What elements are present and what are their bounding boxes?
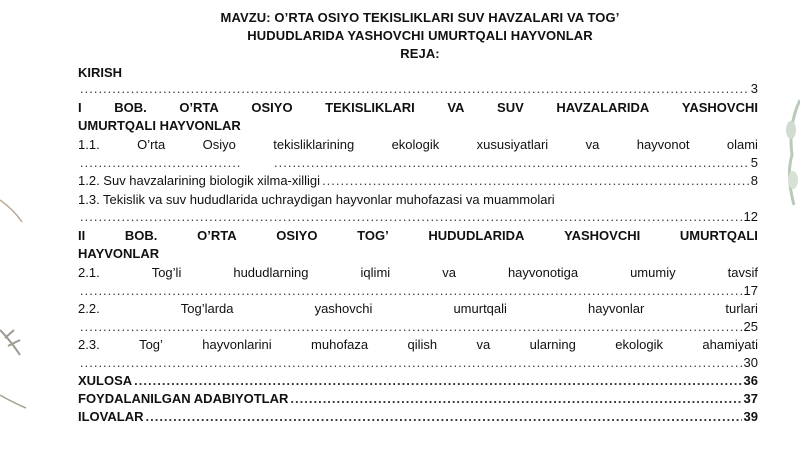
toc-section-2-2-leader <box>78 319 758 334</box>
page-number: 5 <box>750 155 758 170</box>
dot-leader <box>80 355 742 370</box>
page-number: 25 <box>743 319 758 334</box>
document-title-line-1: MAVZU: O’RTA OSIYO TEKISLIKLARI SUV HAVZALARI VA TOG’ <box>220 10 620 25</box>
page-number: 30 <box>743 355 758 370</box>
dot-leader <box>145 409 741 424</box>
page-number: 36 <box>743 373 758 388</box>
page-number: 8 <box>750 173 758 188</box>
dot-leader <box>80 209 742 224</box>
toc-section-2-2: 2.2. Tog’larda yashovchi umurtqali hayvonlar turlari <box>78 301 758 316</box>
page-number: 37 <box>743 391 758 406</box>
toc-section-2-1-leader <box>78 283 758 298</box>
page-number: 12 <box>743 209 758 224</box>
toc-chapter-2-line-1: II BOB. O’RTA OSIYO TOG’ HUDUDLARIDA YASHOVCHI UMURTQALI <box>78 228 758 243</box>
toc-chapter-2-line-2: HAYVONLAR <box>78 246 160 261</box>
toc-appendix: ILOVALAR ..... 39 <box>78 409 758 424</box>
dot-leader <box>322 173 749 188</box>
branch-decoration-left <box>0 180 28 449</box>
toc-section-1-3-leader <box>78 209 758 224</box>
toc-section-1-3: 1.3. Tekislik va suv hududlarida uchraydigan hayvonlar muhofazasi va muammolari <box>78 192 555 207</box>
toc-references: FOYDALANILGAN ADABIYOTLAR ..... 37 <box>78 391 758 406</box>
dot-leader <box>80 155 240 170</box>
dot-leader <box>274 155 749 170</box>
toc-section-1-1: 1.1. O’rta Osiyo tekisliklarining ekologik xususiyatlari va hayvonot olami <box>78 137 758 152</box>
toc-intro-heading: KIRISH <box>78 65 123 80</box>
toc-section-2-3-leader <box>78 355 758 370</box>
page-number: 39 <box>743 409 758 424</box>
dot-leader <box>80 81 749 96</box>
toc-section-2-3: 2.3. Tog’ hayvonlarini muhofaza qilish va ularning ekologik ahamiyati <box>78 337 758 352</box>
toc-conclusion: XULOSA ..... 36 <box>78 373 758 388</box>
plan-label: REJA: <box>400 46 440 61</box>
dot-leader <box>80 283 742 298</box>
dot-leader <box>134 373 741 388</box>
leaf-decoration-right <box>782 95 800 225</box>
document-title-line-2: HUDUDLARIDA YASHOVCHI UMURTQALI HAYVONLAR <box>247 28 593 43</box>
toc-chapter-1-line-2: UMURTQALI HAYVONLAR <box>78 118 241 133</box>
dot-leader <box>290 391 741 406</box>
toc-chapter-1-line-1: I BOB. O’RTA OSIYO TEKISLIKLARI VA SUV HAVZALARIDA YASHOVCHI <box>78 100 758 115</box>
page-number: 3 <box>750 81 758 96</box>
toc-intro-leader <box>78 81 758 96</box>
toc-section-1-1-leader <box>78 155 758 170</box>
page-number: 17 <box>743 283 758 298</box>
toc-section-2-1: 2.1. Tog’li hududlarning iqlimi va hayvonotiga umumiy tavsif <box>78 265 758 280</box>
dot-leader <box>80 319 742 334</box>
toc-section-1-2: 1.2. Suv havzalarining biologik xilma-xilligi ..... 8 <box>78 173 758 188</box>
